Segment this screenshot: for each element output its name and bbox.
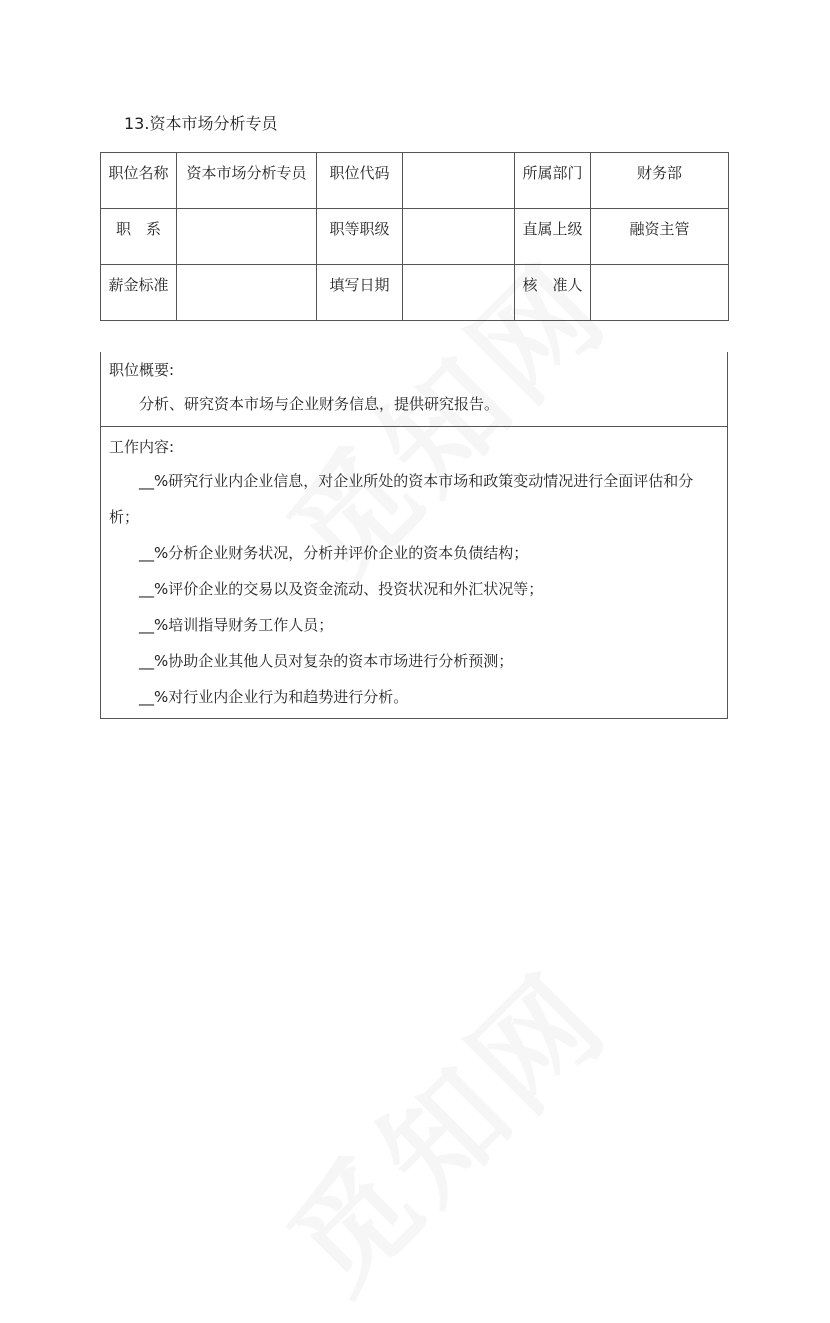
table-row <box>101 153 729 209</box>
label-approver: 核 准人 <box>515 265 591 321</box>
label-fill-date: 填写日期 <box>317 265 403 321</box>
value-job-family <box>177 209 317 265</box>
duties-heading: 工作内容: <box>109 438 175 456</box>
duty-item: __%培训指导财务工作人员； <box>139 616 334 634</box>
summary-text: 分析、研究资本市场与企业财务信息，提供研究报告。 <box>139 395 500 413</box>
position-summary-section <box>100 352 728 427</box>
table-row <box>101 265 729 321</box>
duty-item: __%对行业内企业行为和趋势进行分析。 <box>139 688 409 706</box>
value-direct-supervisor: 融资主管 <box>591 209 729 265</box>
document-title: 13.资本市场分析专员 <box>124 114 278 133</box>
value-position-code <box>403 153 515 209</box>
value-salary-standard <box>177 265 317 321</box>
label-department: 所属部门 <box>515 153 591 209</box>
value-fill-date <box>403 265 515 321</box>
label-job-family: 职 系 <box>101 209 177 265</box>
summary-heading: 职位概要: <box>109 361 175 379</box>
duty-item: __%研究行业内企业信息，对企业所处的资本市场和政策变动情况进行全面评估和分析； <box>109 472 694 526</box>
job-duties-section <box>100 427 728 719</box>
value-grade-level <box>403 209 515 265</box>
label-position-code: 职位代码 <box>317 153 403 209</box>
value-position-name: 资本市场分析专员 <box>177 153 317 209</box>
label-direct-supervisor: 直属上级 <box>515 209 591 265</box>
duty-item: __%协助企业其他人员对复杂的资本市场进行分析预测； <box>139 652 514 670</box>
duty-item: __%评价企业的交易以及资金流动、投资状况和外汇状况等； <box>139 580 544 598</box>
value-approver <box>591 265 729 321</box>
label-position-name: 职位名称 <box>101 153 177 209</box>
duty-item: __%分析企业财务状况，分析并评价企业的资本负债结构； <box>139 544 529 562</box>
label-grade-level: 职等职级 <box>317 209 403 265</box>
value-department: 财务部 <box>591 153 729 209</box>
watermark <box>245 929 638 1322</box>
table-row <box>101 209 729 265</box>
position-info-table <box>100 152 729 321</box>
label-salary-standard: 薪金标准 <box>101 265 177 321</box>
